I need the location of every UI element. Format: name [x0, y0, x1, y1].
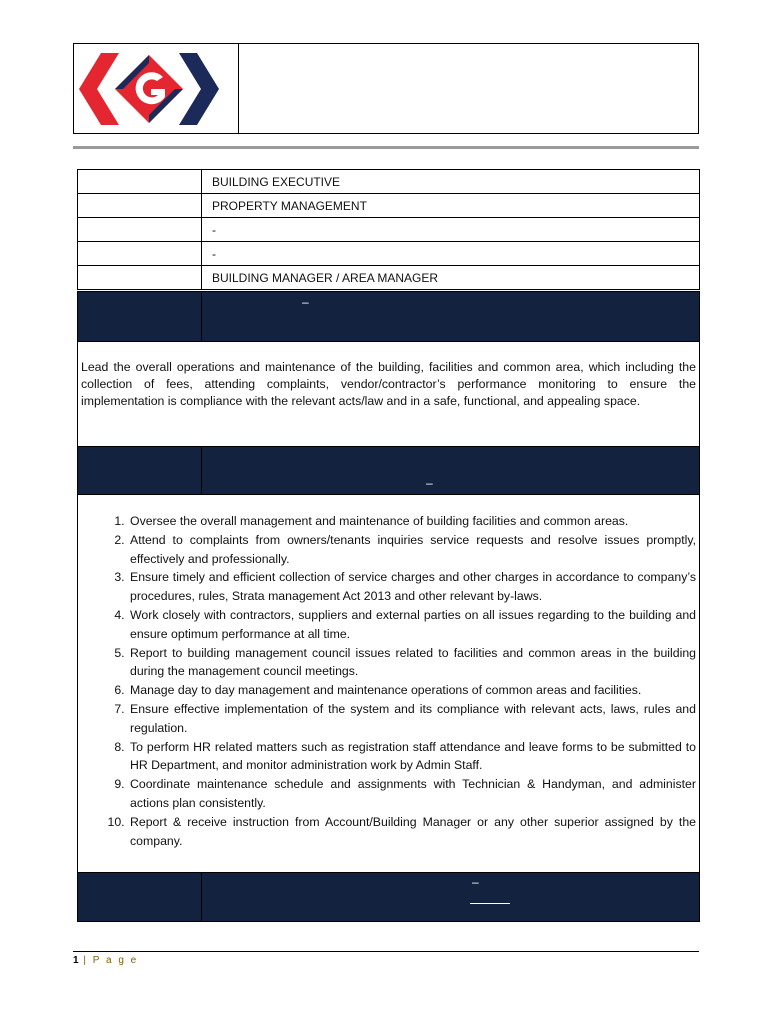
band-dash: – [302, 295, 309, 309]
job-title-value: BUILDING EXECUTIVE [202, 170, 700, 194]
row-4-value: - [202, 242, 700, 266]
reports-to-value: BUILDING MANAGER / AREA MANAGER [202, 266, 700, 290]
document-header [73, 43, 699, 134]
department-value: PROPERTY MANAGEMENT [202, 194, 700, 218]
row-3-value: - [202, 218, 700, 242]
page-footer [73, 955, 138, 966]
page-label: | P a g e [83, 955, 139, 966]
band-dash: – [426, 476, 433, 490]
duties-list [78, 512, 699, 850]
label-cell [78, 218, 202, 242]
band-dash: – [472, 875, 479, 889]
label-cell [78, 170, 202, 194]
duty-item: 1. Oversee the overall management and maintenance of building facilities and common areas. [128, 512, 696, 531]
duty-item: 10. Report & receive instruction from Account/Building Manager or any other superior assigned by the company. [128, 813, 696, 851]
label-cell [78, 242, 202, 266]
table-row [78, 266, 700, 290]
band-divider [201, 447, 202, 494]
duty-item: 2. Attend to complaints from owners/tenants inquiries service requests and resolve issues promptly, effectively and professionally. [128, 531, 696, 569]
band-divider [201, 873, 202, 921]
page-number: 1 [73, 955, 79, 966]
table-row [78, 170, 700, 194]
duty-item: 6. Manage day to day management and maintenance operations of common areas and facilities. [128, 681, 696, 700]
job-info-table [77, 169, 700, 290]
band-divider [201, 292, 202, 341]
label-cell [78, 194, 202, 218]
duty-item: 4. Work closely with contractors, suppliers and external parties on all issues regarding to the building and ensure optimum performance at all time. [128, 606, 696, 644]
table-row [78, 242, 700, 266]
duty-item: 7. Ensure effective implementation of the system and its compliance with relevant acts, laws, rules and regulation. [128, 700, 696, 738]
header-separator [73, 146, 699, 149]
table-row [78, 218, 700, 242]
job-summary-text: Lead the overall operations and maintenance of the building, facilities and common area, which including the collection of fees, attending complaints, vendor/contractor’s performance monitoring to ensure the implementation is compliance with the relevant acts/law and in a safe, functional, and appealing space. [81, 360, 696, 408]
duty-item: 8. To perform HR related matters such as registration staff attendance and leave forms to be submitted to HR Department, and monitor administration work by Admin Staff. [128, 738, 696, 776]
job-summary-section [77, 342, 700, 446]
duty-item: 5. Report to building management council issues related to facilities and common areas in the building during the management council meetings. [128, 644, 696, 682]
section-header-band-bottom [77, 872, 700, 922]
band-underline [470, 903, 510, 904]
section-header-band-summary [77, 291, 700, 342]
duty-item: 3. Ensure timely and efficient collection of service charges and other charges in accordance to company’s procedures, rules, Strata management Act 2013 and other relevant by-laws. [128, 568, 696, 606]
duties-section [77, 495, 700, 872]
label-cell [78, 266, 202, 290]
footer-separator [73, 951, 699, 952]
duty-item: 9. Coordinate maintenance schedule and assignments with Technician & Handyman, and administer actions plan consistently. [128, 775, 696, 813]
section-header-band-duties [77, 446, 700, 495]
table-row [78, 194, 700, 218]
company-g-logo-icon [79, 47, 219, 131]
logo-cell [74, 44, 239, 133]
